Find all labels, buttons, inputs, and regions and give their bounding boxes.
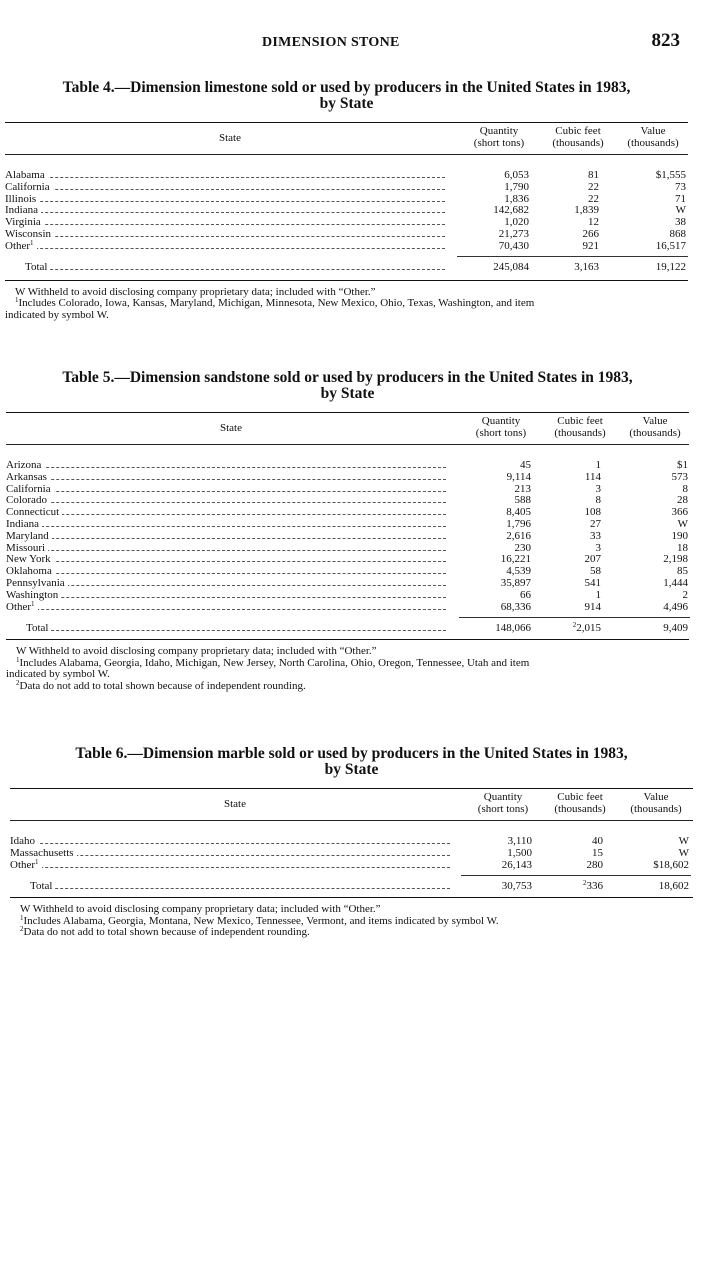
cubic-header-line-2: (thousands) xyxy=(554,427,606,439)
table-row xyxy=(5,181,688,193)
row-quantity: 8,405 xyxy=(506,506,531,519)
table-4-header-rule xyxy=(5,154,688,155)
footnote-w: W Withheld to avoid disclosing company proprietary data; included with “Other.” xyxy=(16,645,377,658)
row-cubic-feet: 914 xyxy=(584,600,601,613)
table-4-title-line-2: by State xyxy=(319,95,374,112)
cubic-header-line-2: (thousands) xyxy=(552,137,604,149)
row-state: Other xyxy=(6,600,32,613)
row-value: $18,602 xyxy=(653,858,689,871)
row-value: 28 xyxy=(677,494,688,507)
value-header-line-1: Value xyxy=(640,125,666,137)
row-quantity: 213 xyxy=(514,482,531,495)
row-state: Colorado xyxy=(6,494,50,506)
row-cubic-feet: 8 xyxy=(595,494,601,507)
total-value: 18,602 xyxy=(658,880,689,893)
row-quantity: 2,616 xyxy=(506,529,531,542)
row-state: Idaho xyxy=(10,835,38,847)
footnote-marker: 1 xyxy=(31,600,35,608)
quantity-header-line-2: (short tons) xyxy=(473,137,525,149)
table-5-rows xyxy=(6,459,689,612)
column-header-value xyxy=(620,791,692,815)
column-header-cubic-feet xyxy=(544,415,616,439)
row-state: Connecticut xyxy=(6,506,62,518)
row-state: Maryland xyxy=(6,530,52,542)
footnote-number: 2 xyxy=(20,925,24,934)
value-header-line-2: (thousands) xyxy=(629,427,681,439)
row-value: 73 xyxy=(675,180,686,193)
row-cubic-feet: 1 xyxy=(595,588,601,601)
row-state: Washington xyxy=(6,589,61,601)
row-quantity: 3,110 xyxy=(507,835,532,847)
row-value: 71 xyxy=(675,192,686,205)
total-label: Total xyxy=(26,622,51,634)
table-5-footnotes xyxy=(6,646,689,692)
row-quantity: 45 xyxy=(520,459,531,471)
total-quantity: 245,084 xyxy=(493,260,529,273)
row-cubic-feet: 27 xyxy=(590,517,601,530)
quantity-header-line-2: (short tons) xyxy=(475,427,527,439)
table-6-rows xyxy=(10,835,693,870)
row-value: W xyxy=(677,517,688,530)
table-6-bottom-rule xyxy=(10,897,693,898)
table-row xyxy=(5,204,688,216)
row-value: $1 xyxy=(677,459,688,471)
row-value: 85 xyxy=(677,565,688,578)
running-head xyxy=(0,32,712,56)
table-row xyxy=(6,565,689,577)
row-state: Missouri xyxy=(6,542,48,554)
footnote-number: 2 xyxy=(16,678,20,687)
row-state: Alabama xyxy=(5,169,48,181)
page-number: 823 xyxy=(651,30,680,51)
footnote-marker: 2 xyxy=(572,621,577,630)
row-value: $1,555 xyxy=(655,169,686,181)
cubic-header-line-1: Cubic feet xyxy=(557,415,603,427)
footnote-1-continued: indicated by symbol W. xyxy=(6,668,110,681)
value-header-line-2: (thousands) xyxy=(630,803,682,815)
row-state: New York xyxy=(6,553,54,565)
row-quantity: 4,539 xyxy=(506,565,531,578)
row-quantity: 70,430 xyxy=(498,239,529,252)
row-value: 868 xyxy=(669,227,686,240)
table-5-bottom-rule xyxy=(6,639,689,640)
row-value: 1,444 xyxy=(663,576,688,589)
table-row xyxy=(6,530,689,542)
total-rule xyxy=(457,256,688,257)
section-title: DIMENSION STONE xyxy=(262,35,400,50)
row-quantity: 9,114 xyxy=(506,470,531,483)
table-row xyxy=(6,553,689,565)
column-header-quantity xyxy=(466,415,536,439)
quantity-header-line-1: Quantity xyxy=(481,415,521,427)
row-cubic-feet: 3 xyxy=(595,482,601,495)
total-label: Total xyxy=(30,880,55,892)
footnote-2: Data do not add to total shown because of independent rounding. xyxy=(23,926,310,939)
cubic-header-line-1: Cubic feet xyxy=(557,791,603,803)
row-state: Massachusetts xyxy=(10,847,77,859)
column-header-quantity xyxy=(468,791,538,815)
row-cubic-feet: 15 xyxy=(592,846,603,859)
total-cubic-feet: 336 xyxy=(586,880,603,893)
row-state: Illinois xyxy=(5,193,39,205)
quantity-header-line-2: (short tons) xyxy=(477,803,529,815)
row-cubic-feet: 1,839 xyxy=(574,204,599,217)
row-cubic-feet: 280 xyxy=(586,858,603,871)
column-header-cubic-feet xyxy=(542,125,614,149)
row-cubic-feet: 58 xyxy=(590,565,601,578)
column-header-value xyxy=(617,125,689,149)
footnote-marker: 1 xyxy=(35,858,39,866)
column-header-state: State xyxy=(224,798,246,810)
total-rule xyxy=(461,875,691,876)
row-value: 4,496 xyxy=(663,600,688,613)
quantity-header-line-1: Quantity xyxy=(479,125,519,137)
footnote-2: Data do not add to total shown because of independent rounding. xyxy=(19,679,306,692)
row-quantity: 230 xyxy=(514,541,531,554)
row-quantity: 1,500 xyxy=(507,846,532,859)
footnote-marker: 2 xyxy=(583,879,587,888)
table-4-header xyxy=(5,123,688,154)
row-cubic-feet: 12 xyxy=(588,216,599,229)
cubic-header-line-1: Cubic feet xyxy=(555,125,601,137)
cubic-header-line-2: (thousands) xyxy=(554,803,606,815)
total-value: 19,122 xyxy=(655,260,686,273)
table-row xyxy=(5,228,688,240)
total-quantity: 148,066 xyxy=(495,622,531,635)
table-row xyxy=(5,240,688,252)
value-header-line-1: Value xyxy=(643,791,669,803)
row-value: 2,198 xyxy=(663,553,688,566)
row-quantity: 66 xyxy=(520,588,531,601)
row-cubic-feet: 3 xyxy=(595,541,601,554)
footnote-1-continued: indicated by symbol W. xyxy=(5,308,109,321)
total-quantity: 30,753 xyxy=(501,880,532,893)
table-6-title-line-1: Table 6.—Dimension marble sold or used by producers in the United States in 1983, xyxy=(75,745,628,762)
row-value: 18 xyxy=(677,541,688,554)
row-quantity: 1,020 xyxy=(504,216,529,229)
row-value: 2 xyxy=(682,588,688,601)
footnote-1: Includes Alabama, Georgia, Idaho, Michigan, New Jersey, North Carolina, Ohio, Oregon, Tennessee, Utah and item xyxy=(19,656,530,669)
footnote-number: 1 xyxy=(20,913,24,922)
table-row xyxy=(5,193,688,205)
row-cubic-feet: 22 xyxy=(588,180,599,193)
row-state: Other xyxy=(10,858,36,871)
row-cubic-feet: 207 xyxy=(584,553,601,566)
table-5-sandstone xyxy=(6,370,689,692)
column-header-state: State xyxy=(219,132,241,144)
row-quantity: 142,682 xyxy=(493,204,529,217)
row-quantity: 16,221 xyxy=(500,553,531,566)
table-row xyxy=(6,518,689,530)
row-state: Arizona xyxy=(6,459,44,471)
column-header-cubic-feet xyxy=(544,791,616,815)
row-state: Arkansas xyxy=(6,471,50,483)
row-value: 573 xyxy=(671,470,688,483)
table-row xyxy=(6,577,689,589)
table-row xyxy=(10,847,693,859)
total-cubic-feet: 3,163 xyxy=(574,260,599,273)
total-label: Total xyxy=(25,261,50,273)
row-cubic-feet: 1 xyxy=(595,459,601,471)
row-quantity: 6,053 xyxy=(504,169,529,181)
footnote-w: W Withheld to avoid disclosing company proprietary data; included with “Other.” xyxy=(15,285,376,298)
row-cubic-feet: 81 xyxy=(588,169,599,181)
row-quantity: 68,336 xyxy=(500,600,531,613)
row-cubic-feet: 541 xyxy=(584,576,601,589)
row-cubic-feet: 921 xyxy=(582,239,599,252)
quantity-header-line-1: Quantity xyxy=(483,791,523,803)
table-row xyxy=(10,835,693,847)
row-cubic-feet: 22 xyxy=(588,192,599,205)
table-row xyxy=(6,459,689,471)
row-state: California xyxy=(5,181,53,193)
row-quantity: 1,836 xyxy=(504,192,529,205)
total-cubic-feet-cell xyxy=(583,880,603,892)
row-cubic-feet: 33 xyxy=(590,529,601,542)
table-row xyxy=(6,506,689,518)
row-quantity: 1,796 xyxy=(506,517,531,530)
value-header-line-1: Value xyxy=(642,415,668,427)
table-5-total xyxy=(6,612,689,636)
table-4-bottom-rule xyxy=(5,280,688,281)
row-state: Pennsylvania xyxy=(6,577,68,589)
table-row xyxy=(5,216,688,228)
row-value: 38 xyxy=(675,216,686,229)
table-4-title-line-1: Table 4.—Dimension limestone sold or used by producers in the United States in 1983, xyxy=(62,79,631,96)
table-5-header-rule xyxy=(6,444,689,445)
row-state: Virginia xyxy=(5,216,44,228)
value-header-line-2: (thousands) xyxy=(627,137,679,149)
footnote-1: Includes Colorado, Iowa, Kansas, Maryland, Michigan, Minnesota, New Mexico, Ohio, Texas, Washington, and item xyxy=(18,297,535,310)
footnote-1: Includes Alabama, Georgia, Montana, New Mexico, Tennessee, Vermont, and items indicated by symbol W. xyxy=(23,914,499,927)
table-4-total xyxy=(5,252,688,276)
footnote-w: W Withheld to avoid disclosing company proprietary data; included with “Other.” xyxy=(20,903,381,916)
footnote-number: 1 xyxy=(16,655,20,664)
row-cubic-feet: 266 xyxy=(582,227,599,240)
row-value: W xyxy=(675,204,686,217)
footnote-number: 1 xyxy=(15,296,19,305)
column-header-quantity xyxy=(464,125,534,149)
table-6-marble xyxy=(10,746,693,939)
table-6-header xyxy=(10,789,693,820)
table-5-title-line-2: by State xyxy=(320,385,375,402)
table-4-footnotes xyxy=(5,287,688,322)
table-row xyxy=(6,589,689,601)
table-row xyxy=(6,471,689,483)
table-5-header xyxy=(6,413,689,444)
table-row xyxy=(6,542,689,554)
row-quantity: 35,897 xyxy=(500,576,531,589)
footnote-marker: 1 xyxy=(30,239,34,247)
column-header-value xyxy=(619,415,691,439)
total-value: 9,409 xyxy=(663,622,688,635)
row-value: W xyxy=(678,846,689,859)
table-row xyxy=(6,494,689,506)
row-quantity: 21,273 xyxy=(498,227,529,240)
row-quantity: 588 xyxy=(514,494,531,507)
row-state: Indiana xyxy=(5,204,41,216)
table-row xyxy=(6,601,689,613)
row-state: California xyxy=(6,483,54,495)
row-value: 8 xyxy=(682,482,688,495)
row-value: 190 xyxy=(671,529,688,542)
table-5-title-line-1: Table 5.—Dimension sandstone sold or used by producers in the United States in 1983, xyxy=(62,369,633,386)
row-state: Wisconsin xyxy=(5,228,54,240)
row-cubic-feet: 108 xyxy=(584,506,601,519)
table-6-header-rule xyxy=(10,820,693,821)
row-cubic-feet: 114 xyxy=(584,470,601,483)
total-cubic-feet-cell xyxy=(573,622,601,634)
row-state: Indiana xyxy=(6,518,42,530)
row-cubic-feet: 40 xyxy=(592,835,603,847)
row-state: Other xyxy=(5,239,31,252)
column-header-state: State xyxy=(220,422,242,434)
total-rule xyxy=(459,617,690,618)
table-row xyxy=(5,169,688,181)
table-row xyxy=(6,483,689,495)
row-quantity: 1,790 xyxy=(504,180,529,193)
total-cubic-feet: 2,015 xyxy=(576,622,601,635)
table-6-title-line-2: by State xyxy=(324,761,379,778)
table-4-limestone xyxy=(5,80,688,321)
table-4-rows xyxy=(5,169,688,252)
row-value: 366 xyxy=(671,506,688,519)
row-quantity: 26,143 xyxy=(501,858,532,871)
table-6-total xyxy=(10,870,693,894)
row-value: W xyxy=(678,835,689,847)
row-state: Oklahoma xyxy=(6,565,55,577)
table-row xyxy=(10,859,693,871)
row-value: 16,517 xyxy=(655,239,686,252)
table-6-footnotes xyxy=(10,904,693,939)
